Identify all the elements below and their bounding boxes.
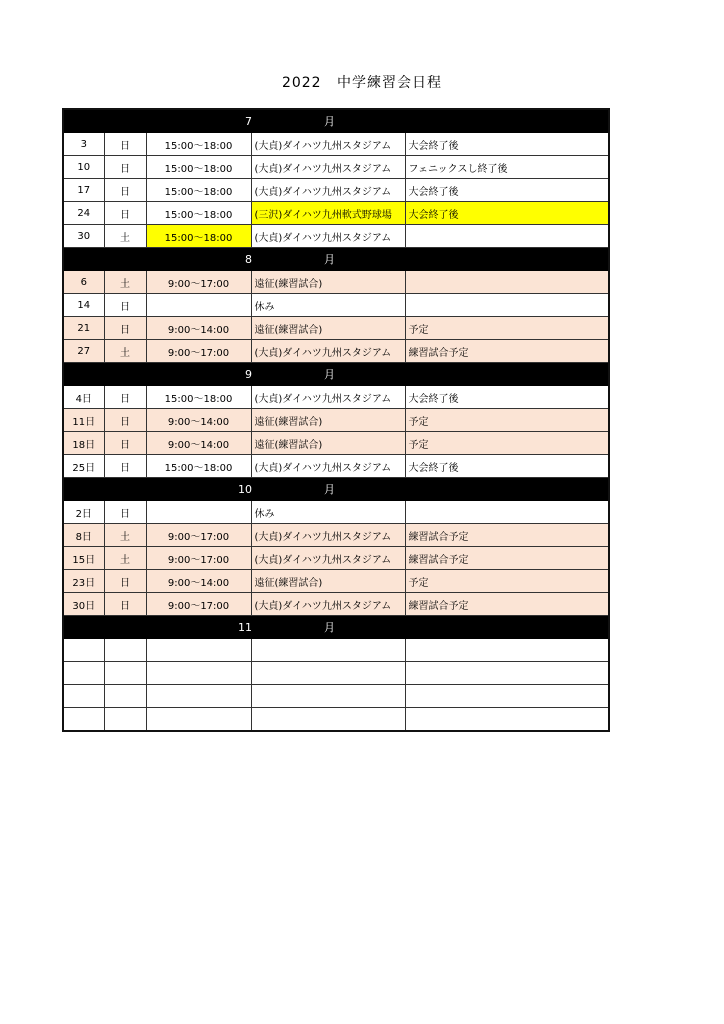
cell-note: [405, 708, 609, 732]
cell-dow: 土: [104, 524, 146, 547]
cell-time: 9:00～14:00: [146, 317, 251, 340]
cell-dow: 日: [104, 317, 146, 340]
cell-note: [405, 662, 609, 685]
cell-note: [405, 501, 609, 524]
cell-time: [146, 501, 251, 524]
cell-dow: 土: [104, 225, 146, 248]
schedule-row: [63, 662, 609, 685]
cell-day: 21: [63, 317, 104, 340]
cell-place: (大貞)ダイハツ九州スタジアム: [251, 593, 405, 616]
cell-time: 9:00～14:00: [146, 409, 251, 432]
cell-place: 遠征(練習試合): [251, 570, 405, 593]
month-label: 月: [324, 483, 335, 496]
cell-day: 8日: [63, 524, 104, 547]
cell-day: 30: [63, 225, 104, 248]
cell-note: 予定: [405, 409, 609, 432]
cell-day: 10: [63, 156, 104, 179]
schedule-row: [63, 432, 609, 455]
cell-dow: 日: [104, 570, 146, 593]
cell-note: 練習試合予定: [405, 524, 609, 547]
cell-dow: 日: [104, 156, 146, 179]
cell-dow: 日: [104, 179, 146, 202]
month-label: 月: [324, 253, 335, 266]
cell-day: 25日: [63, 455, 104, 478]
schedule-row: [63, 386, 609, 409]
cell-place: (大貞)ダイハツ九州スタジアム: [251, 156, 405, 179]
cell-dow: 日: [104, 455, 146, 478]
cell-note: 大会終了後: [405, 179, 609, 202]
cell-place: 遠征(練習試合): [251, 317, 405, 340]
cell-note: [405, 225, 609, 248]
schedule-row: [63, 455, 609, 478]
schedule-row: [63, 593, 609, 616]
schedule-row: [63, 547, 609, 570]
cell-note: 予定: [405, 432, 609, 455]
schedule-table: [62, 108, 610, 732]
cell-note: 大会終了後: [405, 133, 609, 156]
cell-time: 15:00～18:00: [146, 133, 251, 156]
title-text: 中学練習会日程: [337, 75, 443, 91]
cell-place: (大貞)ダイハツ九州スタジアム: [251, 386, 405, 409]
cell-dow: 日: [104, 386, 146, 409]
cell-note: [405, 271, 609, 294]
schedule-row: [63, 271, 609, 294]
cell-day: [63, 662, 104, 685]
schedule-row: [63, 409, 609, 432]
schedule-row: [63, 685, 609, 708]
schedule-row: [63, 225, 609, 248]
cell-time: [146, 685, 251, 708]
cell-place: 休み: [251, 501, 405, 524]
cell-day: [63, 639, 104, 662]
cell-day: 2日: [63, 501, 104, 524]
month-number: 11: [238, 621, 252, 634]
cell-time: 9:00～17:00: [146, 271, 251, 294]
cell-dow: [104, 639, 146, 662]
cell-dow: [104, 662, 146, 685]
cell-note: 予定: [405, 570, 609, 593]
schedule-row: [63, 639, 609, 662]
cell-place: [251, 708, 405, 732]
cell-day: 4日: [63, 386, 104, 409]
cell-note: 大会終了後: [405, 202, 609, 225]
month-number: 10: [238, 483, 252, 496]
month-header: [63, 248, 609, 271]
cell-dow: 土: [104, 340, 146, 363]
cell-note: 練習試合予定: [405, 593, 609, 616]
month-label: 月: [324, 368, 335, 381]
cell-day: 23日: [63, 570, 104, 593]
cell-place: (大貞)ダイハツ九州スタジアム: [251, 524, 405, 547]
month-header: [63, 616, 609, 639]
cell-note: 練習試合予定: [405, 547, 609, 570]
month-number: 7: [245, 115, 252, 128]
cell-dow: 日: [104, 501, 146, 524]
cell-place: 遠征(練習試合): [251, 432, 405, 455]
cell-dow: 日: [104, 409, 146, 432]
cell-dow: [104, 708, 146, 732]
cell-day: 17: [63, 179, 104, 202]
cell-note: [405, 685, 609, 708]
cell-time: 15:00～18:00: [146, 386, 251, 409]
cell-note: フェニックスし終了後: [405, 156, 609, 179]
cell-note: [405, 639, 609, 662]
cell-note: 練習試合予定: [405, 340, 609, 363]
cell-time: 15:00～18:00: [146, 156, 251, 179]
cell-dow: [104, 685, 146, 708]
month-header: [63, 363, 609, 386]
title-year: 2022: [281, 75, 322, 91]
cell-dow: 日: [104, 202, 146, 225]
cell-place: [251, 685, 405, 708]
cell-day: 15日: [63, 547, 104, 570]
cell-day: 30日: [63, 593, 104, 616]
schedule-row: [63, 340, 609, 363]
cell-note: 大会終了後: [405, 455, 609, 478]
schedule-row: [63, 708, 609, 732]
schedule-row: [63, 179, 609, 202]
month-header-row: [63, 363, 609, 386]
schedule-row: [63, 156, 609, 179]
cell-place: 遠征(練習試合): [251, 271, 405, 294]
cell-dow: 土: [104, 271, 146, 294]
month-header: [63, 109, 609, 133]
schedule-row: [63, 133, 609, 156]
cell-note: 大会終了後: [405, 386, 609, 409]
cell-day: 3: [63, 133, 104, 156]
cell-day: 14: [63, 294, 104, 317]
month-header-row: [63, 616, 609, 639]
schedule-row: [63, 524, 609, 547]
cell-time: 9:00～17:00: [146, 524, 251, 547]
cell-time: [146, 294, 251, 317]
cell-dow: 土: [104, 547, 146, 570]
month-header: [63, 478, 609, 501]
schedule-row: [63, 501, 609, 524]
cell-time: 9:00～17:00: [146, 340, 251, 363]
schedule-row: [63, 570, 609, 593]
cell-time: [146, 662, 251, 685]
cell-day: 18日: [63, 432, 104, 455]
cell-day: 11日: [63, 409, 104, 432]
month-header-row: [63, 248, 609, 271]
cell-time: 15:00～18:00: [146, 179, 251, 202]
cell-place: 遠征(練習試合): [251, 409, 405, 432]
cell-place: (大貞)ダイハツ九州スタジアム: [251, 179, 405, 202]
cell-time: 15:00～18:00: [146, 225, 251, 248]
cell-day: 27: [63, 340, 104, 363]
cell-day: 6: [63, 271, 104, 294]
cell-time: 15:00～18:00: [146, 202, 251, 225]
month-number: 8: [245, 253, 252, 266]
cell-time: 9:00～17:00: [146, 593, 251, 616]
cell-place: (大貞)ダイハツ九州スタジアム: [251, 133, 405, 156]
month-header-row: [63, 109, 609, 133]
cell-time: 9:00～17:00: [146, 547, 251, 570]
cell-day: [63, 708, 104, 732]
month-label: 月: [324, 621, 335, 634]
cell-place: (大貞)ダイハツ九州スタジアム: [251, 547, 405, 570]
cell-note: [405, 294, 609, 317]
cell-place: (大貞)ダイハツ九州スタジアム: [251, 340, 405, 363]
cell-place: [251, 639, 405, 662]
schedule-row: [63, 317, 609, 340]
cell-time: [146, 708, 251, 732]
cell-time: 9:00～14:00: [146, 432, 251, 455]
cell-place: (大貞)ダイハツ九州スタジアム: [251, 455, 405, 478]
cell-dow: 日: [104, 294, 146, 317]
cell-place: (三沢)ダイハツ九州軟式野球場: [251, 202, 405, 225]
cell-time: 15:00～18:00: [146, 455, 251, 478]
cell-day: [63, 685, 104, 708]
cell-dow: 日: [104, 593, 146, 616]
cell-time: [146, 639, 251, 662]
cell-dow: 日: [104, 133, 146, 156]
cell-day: 24: [63, 202, 104, 225]
schedule-row: [63, 202, 609, 225]
cell-dow: 日: [104, 432, 146, 455]
month-number: 9: [245, 368, 252, 381]
cell-time: 9:00～14:00: [146, 570, 251, 593]
schedule-body: [63, 109, 609, 731]
cell-place: [251, 662, 405, 685]
month-label: 月: [324, 115, 335, 128]
cell-place: 休み: [251, 294, 405, 317]
cell-note: 予定: [405, 317, 609, 340]
month-header-row: [63, 478, 609, 501]
schedule-row: [63, 294, 609, 317]
page-title: [0, 72, 724, 92]
cell-place: (大貞)ダイハツ九州スタジアム: [251, 225, 405, 248]
